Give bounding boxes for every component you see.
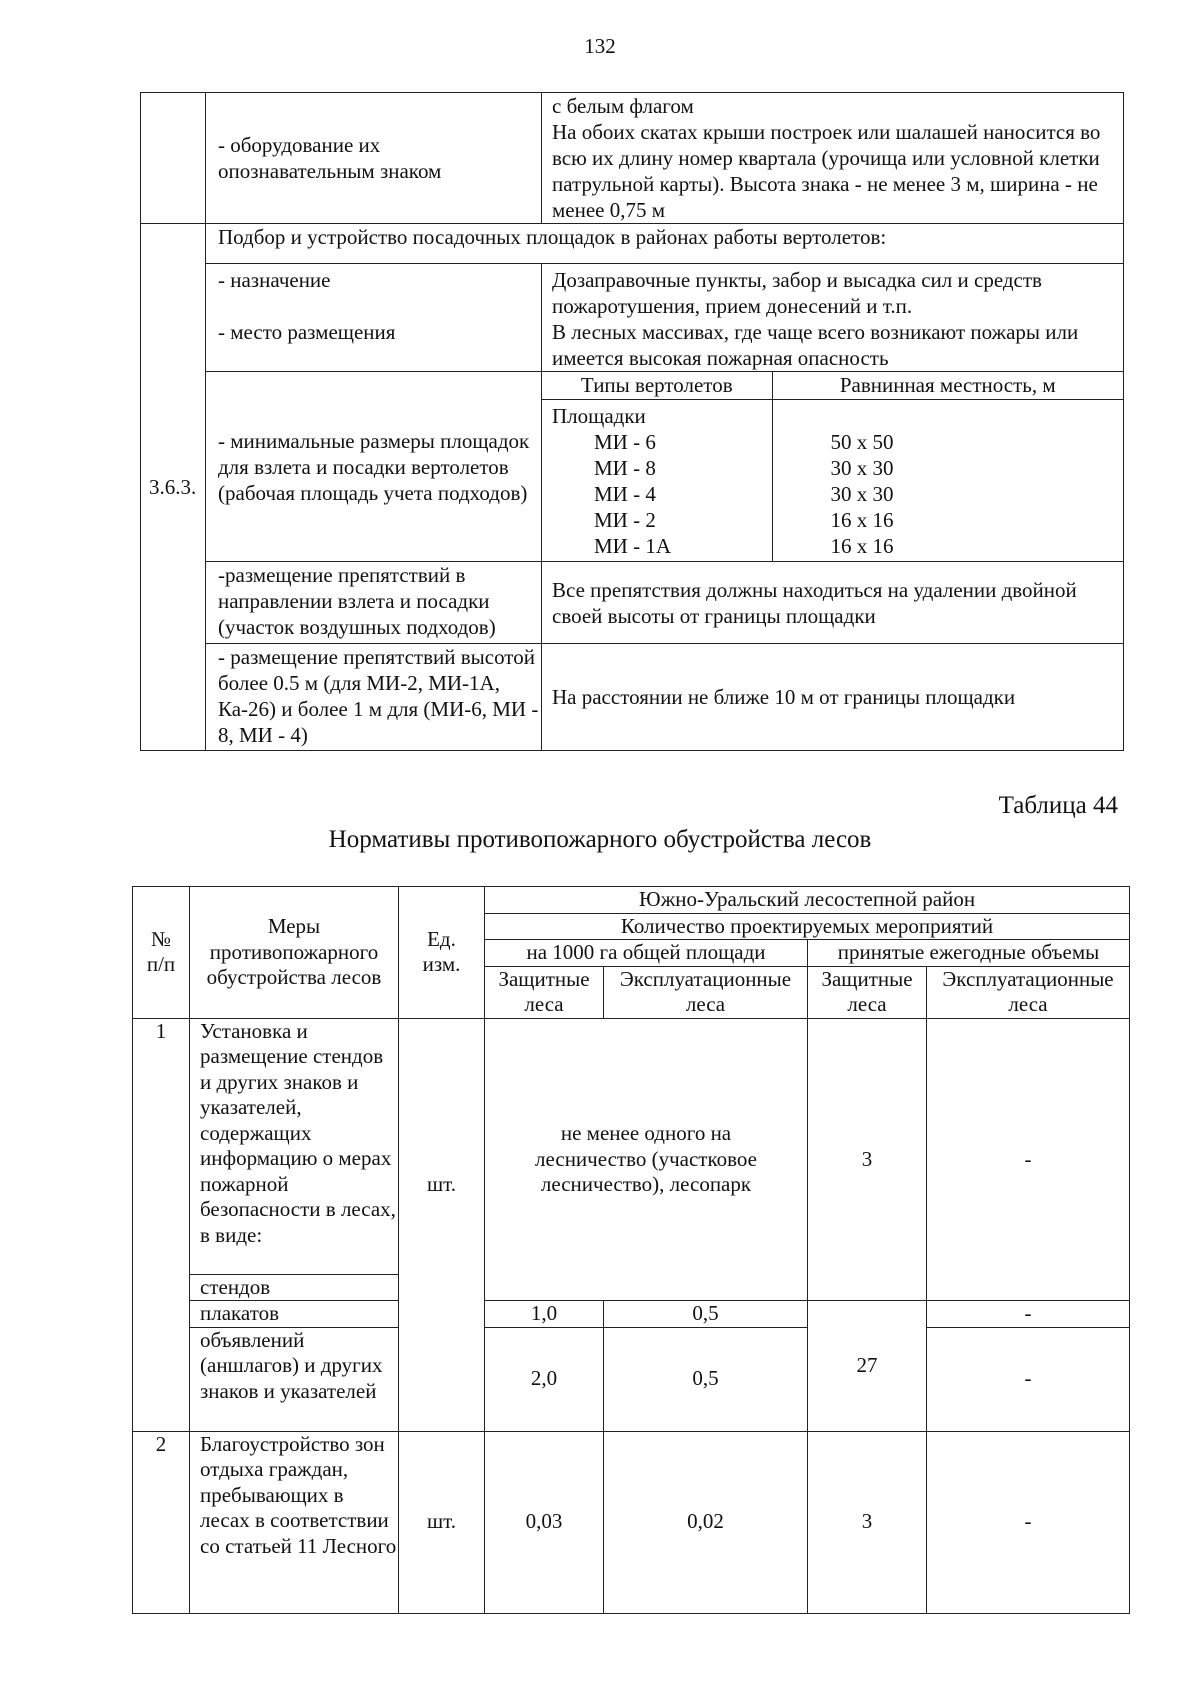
- plain-area-header: Равнинная местность, м: [772, 372, 1123, 399]
- helicopter-type: МИ - 8: [594, 455, 656, 480]
- section-heading: Подбор и устройство посадочных площадок в районах работы вертолетов:: [206, 224, 1124, 264]
- obstacles-label: -размещение препятствий в направлении взлета и посадки (участок воздушных подходов): [206, 562, 542, 644]
- measure-description: Благоустройство зон отдыха граждан, пребывающих в лесах в соответствии со статьей 11 Лесного: [190, 1431, 399, 1613]
- region-header: Южно-Уральский лесостепной район: [485, 887, 1130, 914]
- page-number: 132: [584, 34, 616, 58]
- ads-protective: 2,0: [485, 1327, 604, 1431]
- rest-zones-annual-protective: 3: [808, 1431, 927, 1613]
- table1-num-cell-empty: [141, 93, 206, 224]
- helicopter-sizes-cell: [542, 372, 1124, 562]
- marking-description: с белым флагом На обоих скатах крыши построек или шалашей наносится во всю их длину номер квартала (урочища или условной клетки патрульной карты). Высота знака - не менее 3 м, ширина - не менее 0,75 м: [542, 93, 1124, 224]
- rest-zones-exploitation: 0,02: [604, 1431, 808, 1613]
- sub-item-ads: объявлений (аншлагов) и других знаков и указателей: [190, 1327, 399, 1431]
- rest-zones-protective: 0,03: [485, 1431, 604, 1613]
- fire-prevention-norms-table: [132, 886, 1130, 1614]
- row-number: 2: [133, 1431, 190, 1613]
- exploitation-forests-header: Эксплуатационные леса: [604, 966, 808, 1018]
- helicopter-type: МИ - 1А: [594, 533, 671, 558]
- obstacles-height-label: - размещение препятствий высотой более 0.5 м (для МИ-2, МИ-1А, Ка-26) и более 1 м для (МИ-6, МИ - 8, МИ - 4): [206, 644, 542, 751]
- ads-exploitation: 0,5: [604, 1327, 808, 1431]
- unit-header: Ед. изм.: [399, 887, 485, 1019]
- helicopter-type: МИ - 2: [594, 507, 656, 532]
- obstacles-height-description: На расстоянии не ближе 10 м от границы площадки: [542, 644, 1124, 751]
- purpose-label: - назначение - место размещения: [206, 264, 542, 372]
- helicopter-type: МИ - 4: [594, 481, 656, 506]
- count-header: Количество проектируемых мероприятий: [485, 913, 1130, 940]
- purpose-description: Дозаправочные пункты, забор и высадка сил и средств пожаротушения, прием донесений и т.п. В лесных массивах, где чаще всего возникают пожары или имеется высокая пожарная опасность: [542, 264, 1124, 372]
- table-label: Таблица 44: [998, 792, 1118, 819]
- num-header: № п/п: [133, 887, 190, 1019]
- helicopter-type-header: Типы вертолетов: [542, 372, 772, 399]
- pads-group-label: Площадки: [552, 403, 646, 428]
- section-number: 3.6.3.: [141, 224, 206, 751]
- protective-forests-header: Защитные леса: [485, 966, 604, 1018]
- pad-size: 30 х 30: [830, 455, 894, 480]
- sub-item-stands: стендов: [190, 1274, 399, 1301]
- pad-size: 50 х 50: [830, 429, 894, 454]
- measure-description: Установка и размещение стендов и других знаков и указателей, содержащих информацию о мерах пожарной безопасности в лесах, в виде:: [190, 1018, 399, 1274]
- posters-annual-exploitation: -: [927, 1301, 1130, 1328]
- protective-forests-header: Защитные леса: [808, 966, 927, 1018]
- sub-item-posters: плакатов: [190, 1301, 399, 1328]
- table-title: Нормативы противопожарного обустройства лесов: [328, 826, 872, 853]
- posters-exploitation: 0,5: [604, 1301, 808, 1328]
- row-number: 1: [133, 1018, 190, 1431]
- helipad-requirements-table: [140, 92, 1124, 751]
- obstacles-description: Все препятствия должны находиться на удалении двойной своей высоты от границы площадки: [542, 562, 1124, 644]
- unit-value: шт.: [399, 1431, 485, 1613]
- measures-header: Меры противопожарного обустройства лесов: [190, 887, 399, 1019]
- helicopter-type: МИ - 6: [594, 429, 656, 454]
- stands-norm: не менее одного на лесничество (участковое лесничество), лесопарк: [485, 1018, 808, 1301]
- posters-protective: 1,0: [485, 1301, 604, 1328]
- unit-value: шт.: [399, 1018, 485, 1431]
- helicopter-sizes-table: [542, 372, 1123, 561]
- marking-label: - оборудование их опознавательным знаком: [206, 93, 542, 224]
- pad-size: 30 х 30: [830, 481, 894, 506]
- rest-zones-annual-exploitation: -: [927, 1431, 1130, 1613]
- pad-size: 16 х 16: [830, 533, 894, 558]
- helicopter-types-list: [542, 399, 772, 561]
- stands-annual-exploitation: -: [927, 1018, 1130, 1301]
- pad-size: 16 х 16: [830, 507, 894, 532]
- sizes-label: - минимальные размеры площадок для взлета и посадки вертолетов (рабочая площадь учета подходов): [206, 372, 542, 562]
- pad-sizes-list: [772, 399, 1123, 561]
- per1000-header: на 1000 га общей площади: [485, 940, 808, 967]
- stands-annual-protective: 3: [808, 1018, 927, 1301]
- ads-annual-exploitation: -: [927, 1327, 1130, 1431]
- exploitation-forests-header: Эксплуатационные леса: [927, 966, 1130, 1018]
- merged-annual-protective: 27: [808, 1301, 927, 1432]
- annual-header: принятые ежегодные объемы: [808, 940, 1130, 967]
